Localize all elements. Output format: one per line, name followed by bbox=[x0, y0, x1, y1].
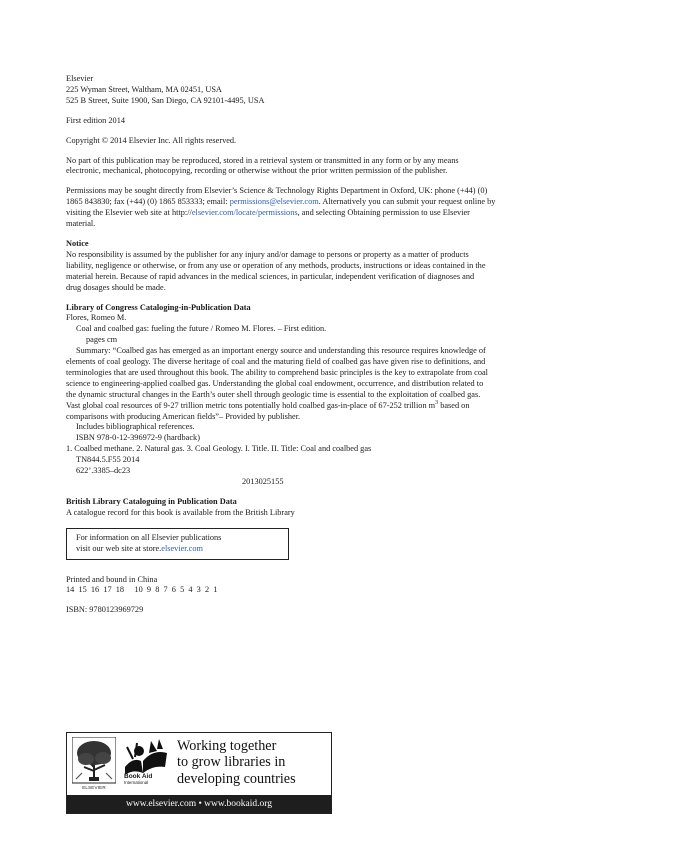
permissions-line-3: visiting the Elsevier web site at http://elsevier.com/locate/permissions, and selecting Obtaining permission to use Elsevier bbox=[66, 208, 470, 218]
permissions-line-4: material. bbox=[66, 219, 96, 229]
banner-tagline: Working together to grow libraries in developing countries bbox=[177, 738, 296, 787]
loc-summary-line: terminologies that are used throughout this book. The ability to comprehend basic principles is the key to extrapolate from coal bbox=[66, 367, 488, 377]
loc-lccn: 2013025155 bbox=[242, 477, 284, 486]
print-numbers: 14 15 16 17 18 10 9 8 7 6 5 4 3 2 1 bbox=[66, 585, 218, 595]
bl-heading: British Library Cataloguing in Publication Data bbox=[66, 496, 237, 506]
bl-text: A catalogue record for this book is available from the British Library bbox=[66, 507, 295, 517]
edition: First edition 2014 bbox=[66, 115, 126, 125]
elsevier-logo-text: ELSEVIER bbox=[82, 785, 106, 790]
loc-summary-line: science to engineering-applied coalbed gas. Understanding the global coal endowment, occurrence, and distribution related to bbox=[66, 378, 484, 388]
info-box bbox=[66, 528, 289, 560]
permissions-line-2: 1865 843830; fax (+44) (0) 1865 853333; email: permissions@elsevier.com. Alternatively you can submit your request online by bbox=[66, 197, 496, 207]
banner-top bbox=[67, 733, 331, 795]
banner-urls[interactable]: www.elsevier.com • www.bookaid.org bbox=[67, 795, 331, 813]
book-aid-banner bbox=[66, 732, 332, 814]
loc-call-number: TN844.5.F55 2014 bbox=[76, 455, 140, 465]
publisher-address-2: 525 B Street, Suite 1900, San Diego, CA 92101-4495, USA bbox=[66, 95, 265, 105]
isbn-line: ISBN: 9780123969729 bbox=[66, 605, 144, 615]
loc-heading: Library of Congress Cataloging-in-Publication Data bbox=[66, 302, 251, 312]
loc-summary-line: elements of coal geology. The diverse heritage of coal and the maturing field of coalbed gas have given rise to definitions, and bbox=[66, 357, 486, 367]
book-aid-title: Book Aid bbox=[124, 773, 153, 780]
notice-heading: Notice bbox=[66, 238, 89, 248]
loc-pages: pages cm bbox=[86, 335, 118, 345]
printed-in: Printed and bound in China bbox=[66, 574, 158, 584]
loc-summary-line: the dynamic structural changes in the Earth’s outer shell through geologic time is essential to the exploitation of coalbed gas. bbox=[66, 389, 481, 399]
loc-summary-end: comparisons with producing American fields”– Provided by publisher. bbox=[66, 411, 301, 421]
rights-line-1: No part of this publication may be reproduced, stored in a retrieval system or transmitted in any form or by any means bbox=[66, 155, 459, 165]
notice-line: material herein. Because of rapid advances in the medical sciences, in particular, independent verification of diagnoses and bbox=[66, 271, 475, 281]
notice-line: No responsibility is assumed by the publisher for any injury and/or damage to persons or property as a matter of products bbox=[66, 249, 469, 259]
rights-line-2: electronic, mechanical, photocopying, recording or otherwise without the prior written permission of the publisher. bbox=[66, 166, 448, 176]
loc-bibliography: Includes bibliographical references. bbox=[76, 422, 195, 432]
loc-isbn: ISBN 978-0-12-396972-9 (hardback) bbox=[76, 433, 200, 443]
publisher-name: Elsevier bbox=[66, 74, 94, 83]
notice-line: drug dosages should be made. bbox=[66, 282, 166, 292]
publisher-address-1: 225 Wyman Street, Waltham, MA 02451, USA bbox=[66, 84, 222, 94]
permissions-url-link[interactable]: elsevier.com/locate/permissions bbox=[191, 208, 298, 218]
elsevier-tree-logo-icon bbox=[72, 737, 116, 791]
store-link[interactable]: elsevier.com bbox=[161, 543, 203, 553]
loc-summary-line: Vast global coal resources of 9-27 trillion metric tons potentially hold coalbed gas-in-place of 67-252 trillion $m^3$ based on bbox=[66, 399, 470, 410]
loc-title: Coal and coalbed gas: fueling the future / Romeo M. Flores. – First edition. bbox=[76, 324, 327, 334]
book-aid-subtitle: International bbox=[124, 780, 149, 785]
info-line-1: For information on all Elsevier publications bbox=[76, 532, 222, 542]
permissions-email-link[interactable]: permissions@elsevier.com bbox=[229, 197, 319, 207]
info-line-2: visit our web site at store.elsevier.com bbox=[76, 543, 203, 553]
copyright-line: Copyright © 2014 Elsevier Inc. All rights reserved. bbox=[66, 135, 237, 145]
loc-author: Flores, Romeo M. bbox=[66, 313, 127, 323]
page-content bbox=[66, 74, 692, 616]
loc-summary-line: Summary: “Coalbed gas has emerged as an important energy source and understanding this resource requires knowledge of bbox=[76, 346, 486, 356]
loc-dewey: 622’.3385–dc23 bbox=[76, 466, 131, 476]
notice-line: liability, negligence or otherwise, or from any use or operation of any methods, products, instructions or ideas contained in the bbox=[66, 260, 486, 270]
loc-subjects: 1. Coalbed methane. 2. Natural gas. 3. Coal Geology. I. Title. II. Title: Coal and coalbed gas bbox=[66, 444, 372, 454]
permissions-line-1: Permissions may be sought directly from Elsevier’s Science & Technology Rights Department in Oxford, UK: phone (+44) (0) bbox=[66, 186, 488, 196]
